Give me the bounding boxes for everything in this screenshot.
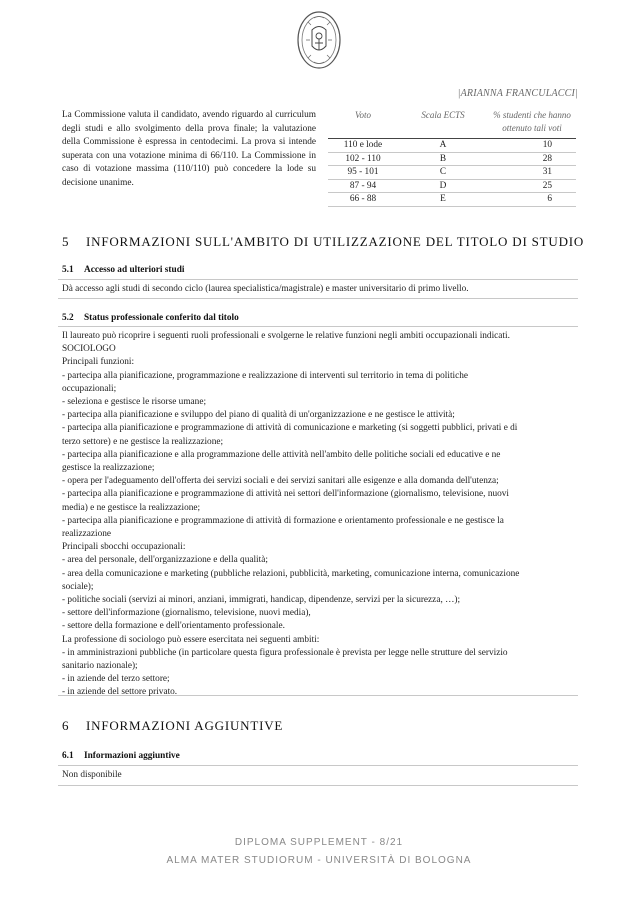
column-header-voto: Voto bbox=[354, 110, 371, 120]
text-line: - in aziende del settore privato. bbox=[62, 687, 178, 698]
text-line: - in aziende del terzo settore; bbox=[62, 674, 170, 685]
text-line: - politiche sociali (servizi ai minori, anziani, immigrati, handicap, dipendenze, servizi per la sicurezza, …); bbox=[62, 595, 461, 606]
text-line: sanitario nazionale); bbox=[62, 661, 138, 672]
section-number: 5 bbox=[62, 234, 70, 249]
cell-ects: B bbox=[398, 152, 488, 166]
text-line: SOCIOLOGO bbox=[62, 344, 116, 355]
cell-ects: A bbox=[398, 139, 488, 153]
cell-voto: 110 e lode bbox=[328, 139, 398, 153]
cell-ects: C bbox=[398, 166, 488, 180]
text-line: - partecipa alla pianificazione e programmazione di attività di formazione e orientamento professionale e ne gestisce la bbox=[62, 515, 504, 526]
subsection-number: 6.1 bbox=[62, 751, 74, 761]
text-line: media) e ne gestisce la realizzazione; bbox=[62, 502, 201, 513]
footer-institution: ALMA MATER STUDIORUM - UNIVERSITÀ DI BOLOGNA bbox=[166, 855, 472, 866]
text-line: La professione di sociologo può essere esercitata nei seguenti ambiti: bbox=[62, 634, 320, 645]
section-5-heading bbox=[62, 234, 584, 250]
table-row bbox=[328, 179, 576, 193]
text-line: Principali sbocchi occupazionali: bbox=[62, 542, 186, 553]
text-line: - settore dell'informazione (giornalismo, televisione, nuovi media), bbox=[62, 608, 311, 619]
grading-table-header bbox=[328, 109, 576, 139]
cell-percent: 6 bbox=[488, 193, 576, 207]
author-name: |ARIANNA FRANCULACCI| bbox=[457, 88, 578, 99]
section-title: INFORMAZIONI SULL'AMBITO DI UTILIZZAZIONE DEL TITOLO DI STUDIO bbox=[86, 234, 585, 249]
grading-table bbox=[328, 109, 576, 207]
cell-ects: D bbox=[398, 179, 488, 193]
cell-ects: E bbox=[398, 193, 488, 207]
text-line: gestisce la realizzazione; bbox=[62, 463, 155, 474]
text-line: - partecipa alla pianificazione e sviluppo del piano di qualità di un'organizzazione e ne gestisce le attività; bbox=[62, 410, 455, 421]
subsection-title: Informazioni aggiuntive bbox=[84, 751, 180, 761]
footer-page-label: DIPLOMA SUPPLEMENT - 8/21 bbox=[234, 837, 404, 848]
subsection-title: Accesso ad ulteriori studi bbox=[84, 265, 185, 275]
text-line: - settore della formazione e dell'orientamento professionale. bbox=[62, 621, 285, 632]
grading-description: La Commissione valuta il candidato, avendo riguardo al curriculum degli studi e allo svolgimento della prova finale; la valutazione della Commissione è espressa in centodecimi. La prova si intende superata con una votazione minima di 66/110. La Commissione in caso di votazione massima (110/110) può concedere la lode su decisione unanime. bbox=[62, 110, 316, 188]
text-line: - partecipa alla pianificazione e programmazione di attività di comunicazione e marketing (si soggetti pubblici, privati e di bbox=[62, 423, 518, 434]
section-title: INFORMAZIONI AGGIUNTIVE bbox=[86, 718, 284, 733]
cell-percent: 31 bbox=[488, 166, 576, 180]
subsection-6-1-content bbox=[58, 765, 578, 786]
text-line: Principali funzioni: bbox=[62, 357, 135, 368]
subsection-number: 5.2 bbox=[62, 313, 74, 323]
subsection-5-2-heading bbox=[62, 313, 239, 323]
cell-percent: 10 bbox=[488, 139, 576, 153]
text-line: - seleziona e gestisce le risorse umane; bbox=[62, 397, 207, 408]
subsection-5-1-heading bbox=[62, 265, 184, 275]
column-header-ects: Scala ECTS bbox=[421, 110, 465, 120]
text-line: - opera per l'adeguamento dell'offerta dei servizi sociali e dei servizi sanitari alle esigenze e alla domanda dell'utenza; bbox=[62, 476, 499, 487]
cell-voto: 87 - 94 bbox=[328, 179, 398, 193]
subsection-5-2-content bbox=[58, 326, 578, 696]
subsection-text: Dà accesso agli studi di secondo ciclo (laurea specialistica/magistrale) e master universitario di primo livello. bbox=[62, 284, 469, 294]
cell-voto: 102 - 110 bbox=[328, 152, 398, 166]
cell-voto: 95 - 101 bbox=[328, 166, 398, 180]
text-line: sociale); bbox=[62, 581, 94, 592]
text-line: - partecipa alla pianificazione e programmazione di attività nei settori dell'informazione (giornalismo, televisione, nuovi bbox=[62, 489, 509, 500]
table-row bbox=[328, 166, 576, 180]
cell-percent: 25 bbox=[488, 179, 576, 193]
section-number: 6 bbox=[62, 718, 70, 733]
subsection-5-1-content bbox=[58, 279, 578, 299]
cell-voto: 66 - 88 bbox=[328, 193, 398, 207]
text-line: Il laureato può ricoprire i seguenti ruoli professionali e svolgerne le relative funzioni negli ambiti occupazionali indicati. bbox=[62, 331, 510, 341]
text-line: terzo settore) e ne gestisce la realizzazione; bbox=[62, 436, 224, 447]
university-seal-icon bbox=[296, 10, 342, 70]
text-line: - area della comunicazione e marketing (pubbliche relazioni, pubblicità, marketing, comunicazione interna, comunicazione bbox=[62, 568, 520, 579]
text-line: - in amministrazioni pubbliche (in particolare questa figura professionale è prevista per legge nelle strutture del servizio bbox=[62, 647, 508, 658]
text-line: realizzazione bbox=[62, 529, 112, 540]
column-header-percent: % studenti che hanno ottenuto tali voti bbox=[493, 110, 571, 133]
text-line: - partecipa alla pianificazione, programmazione e realizzazione di interventi sul territorio in tema di politiche bbox=[62, 370, 469, 381]
subsection-title: Status professionale conferito dal titolo bbox=[84, 313, 239, 323]
subsection-text: Non disponibile bbox=[62, 770, 122, 780]
table-row bbox=[328, 139, 576, 153]
table-row bbox=[328, 193, 576, 207]
cell-percent: 28 bbox=[488, 152, 576, 166]
table-row bbox=[328, 152, 576, 166]
text-line: - partecipa alla pianificazione e alla programmazione delle attività nell'ambito delle politiche sociali ed educative e ne bbox=[62, 449, 501, 460]
subsection-number: 5.1 bbox=[62, 265, 74, 275]
subsection-6-1-heading bbox=[62, 751, 180, 761]
text-line: - area del personale, dell'organizzazione e della qualità; bbox=[62, 555, 268, 566]
text-line: occupazionali; bbox=[62, 383, 117, 394]
section-6-heading bbox=[62, 718, 283, 734]
